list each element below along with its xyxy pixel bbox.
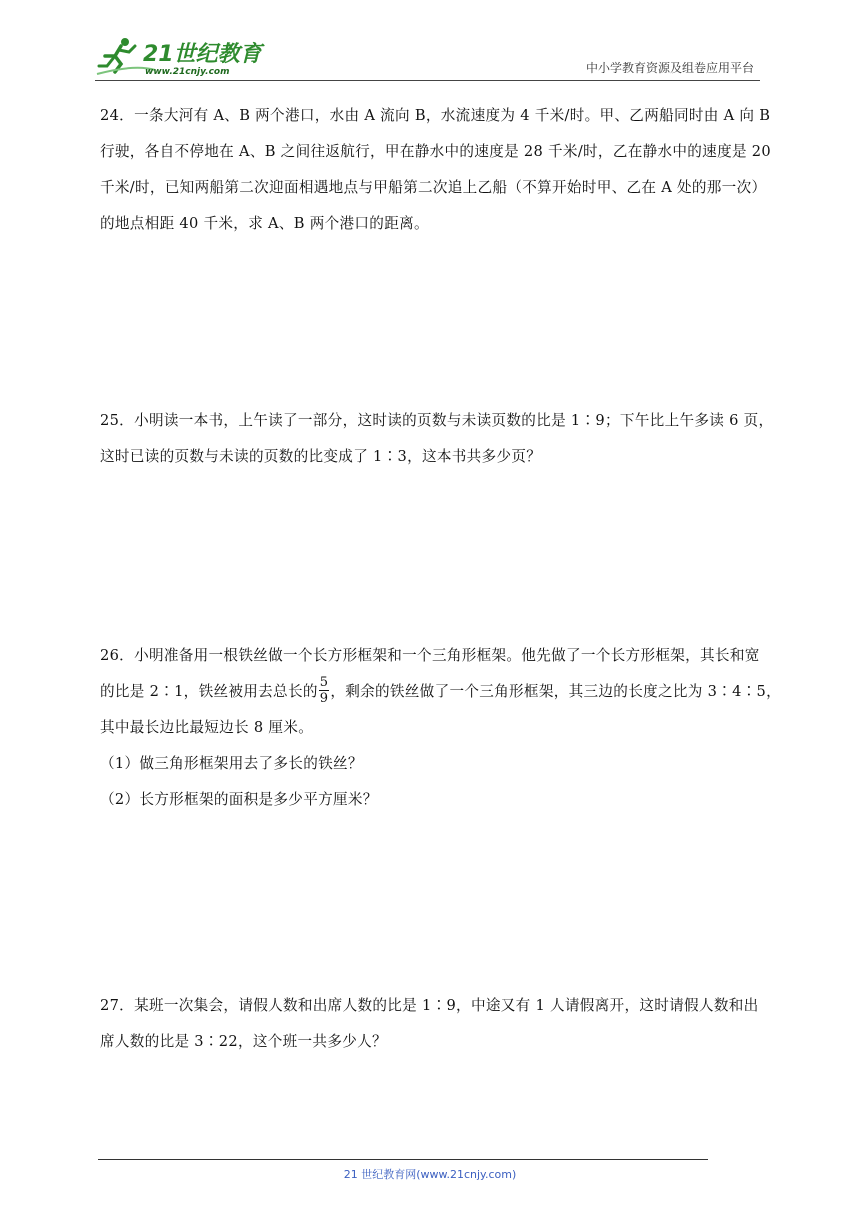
question-24 (100, 98, 771, 242)
question-24-line: 千米/时，已知两船第二次迎面相遇地点与甲船第二次追上乙船（不算开始时甲、乙在 A 处的那一次） (100, 179, 767, 196)
fraction-numerator: 5 (319, 674, 329, 690)
question-25 (100, 403, 774, 475)
question-26-text: 的比是 2∶1，铁丝被用去总长的 (100, 683, 318, 700)
site-logo (95, 34, 265, 78)
question-26 (100, 638, 782, 818)
question-26-line: 26．小明准备用一根铁丝做一个长方形框架和一个三角形框架。他先做了一个长方形框架，其长和宽 (100, 647, 760, 664)
question-27-line: 27．某班一次集会，请假人数和出席人数的比是 1∶9，中途又有 1 人请假离开，这时请假人数和出 (100, 997, 759, 1014)
header-platform-text: 中小学教育资源及组卷应用平台 (585, 61, 754, 75)
question-24-line: 的地点相距 40 千米，求 A、B 两个港口的距离。 (100, 215, 429, 232)
footer-link[interactable]: 21 世纪教育网(www.21cnjy.com) (343, 1168, 517, 1181)
question-24-line: 行驶，各自不停地在 A、B 之间往返航行，甲在静水中的速度是 28 千米/时，乙在静水中的速度是 20 (100, 143, 771, 160)
page-header (95, 30, 760, 81)
question-25-line: 25．小明读一本书，上午读了一部分，这时读的页数与未读页数的比是 1∶9；下午比上午多读 6 页， (100, 412, 774, 429)
logo-text: 21世纪教育 (143, 42, 262, 67)
question-26-line (100, 674, 782, 710)
sub-question-1: （1）做三角形框架用去了多长的铁丝？ (100, 755, 363, 772)
sub-question-2: （2）长方形框架的面积是多少平方厘米？ (100, 791, 378, 808)
fraction-denominator: 9 (319, 690, 329, 706)
question-26-text: ，剩余的铁丝做了一个三角形框架，其三边的长度之比为 3∶4∶5， (330, 683, 782, 700)
fraction (319, 675, 330, 706)
logo-url-text: www.21cnjy.com (145, 67, 230, 77)
question-27-line: 席人数的比是 3∶22，这个班一共多少人？ (100, 1033, 387, 1050)
footer-divider (98, 1159, 708, 1160)
question-26-line: 其中最长边比最短边长 8 厘米。 (100, 719, 314, 736)
question-27 (100, 988, 760, 1060)
question-24-line: 24．一条大河有 A、B 两个港口，水由 A 流向 B，水流速度为 4 千米/时。甲、乙两船同时由 A 向 B (100, 107, 771, 124)
question-25-line: 这时已读的页数与未读的页数的比变成了 1∶3，这本书共多少页？ (100, 448, 542, 465)
